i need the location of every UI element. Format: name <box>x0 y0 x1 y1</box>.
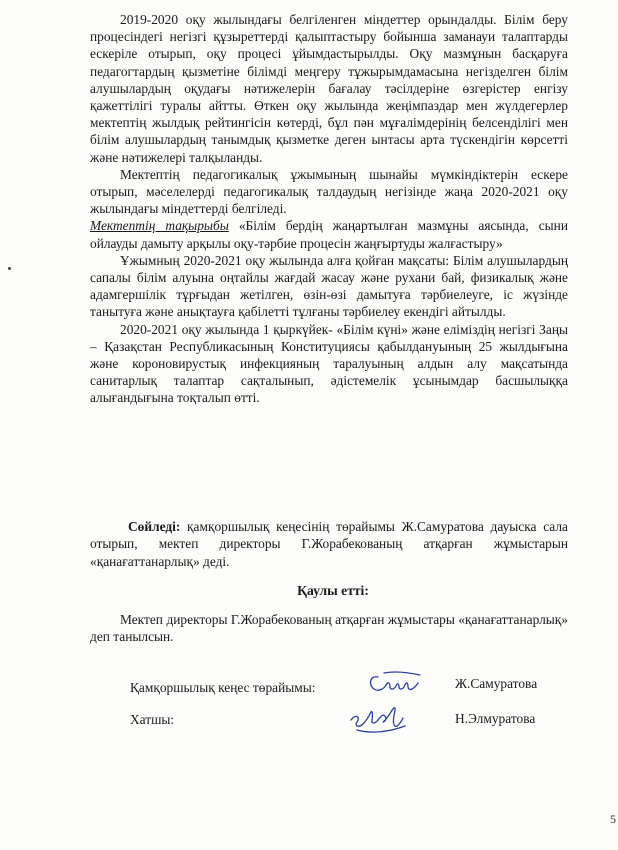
paragraph-goal: Ұжымның 2020-2021 оқу жылында алға қойған мақсаты: Білім алушылардың сапалы білім алуына оңтайлы жағдай жасау және рухани бай, физикалық және адамгершілік тұрғыдан жетілген, өзін-өзі дамытуға тәрбиелеуге, іс жүзінде танытуға және анықтауға қабілетті тұлғаны тәрбиелеу екендігі айтылды. <box>90 252 568 320</box>
page-edge-mark: 5 <box>610 812 616 826</box>
chair-signature-icon <box>364 669 424 699</box>
chair-label: Қамқоршылық кеңес төрайымы: <box>130 680 316 695</box>
topic-label: Мектептің тақырыбы <box>90 218 229 234</box>
speech-block <box>90 518 568 570</box>
body-text <box>90 11 568 407</box>
scan-dot <box>8 267 11 270</box>
speech-text: қамқоршылық кеңесінің төрайымы Ж.Самуратова дауыска сала отырып, мектеп директоры Г.Жорабекованың атқарған жұмыстарын «қанағаттанарлық» деді. <box>90 519 568 569</box>
paragraph-topic <box>90 217 568 251</box>
secretary-name: Н.Элмуратова <box>455 711 536 726</box>
paragraph-results: 2019-2020 оқу жылындағы белгіленген міндеттер орындалды. Білім беру процесіндегі негізгі құзыреттерді қалыптастыру бойынша заманауи талаптарды ескеріле отырып, оқу процесі ұйымдастырылды. Оқу мазмұнын басқаруға педагогтардың қызметіне білімді меңгеру тұжырымдамасына негізделген білім алушылардың оқудағы нәтижелерін бағалау тәсілдеріне өзгерістер енгізу қажеттілігі туралы айтты. Өткен оқу жылында жеңімпаздар мен жүлдегерлер мектептің жылдық рейтингісін көтерді, бұл пән мұғалімдерінің белсенділігі мен білім алушылардың танымдық қызметке деген ынтасы арта түскендігін көрсетті және нәтижелері талқыланды. <box>90 12 568 165</box>
resolution-text: Мектеп директоры Г.Жорабекованың атқарған жұмыстары «қанағаттанарлық» деп танылсын. <box>90 612 568 645</box>
secretary-label: Хатшы: <box>130 712 175 727</box>
paragraph-knowledge-day: 2020-2021 оқу жылында 1 қыркүйек- «Білім күні» және еліміздің негізгі Заңы – Қазақстан Республикасының Конституциясы қабылдануының 25 жылдығына және короновирустық инфекцияның таралуының алдын алу мақсатында санитарлық талаптар сақталынып, әдістемелік ұсынымдар басшылыққа алығандығына тоқталып өтті. <box>90 321 568 406</box>
secretary-signature-icon <box>345 700 413 736</box>
speech-label: Сөйледі: <box>128 519 181 534</box>
topic-text: «Білім бердің жаңартылған мазмұны аясында, сыни ойлауды дамыту арқылы оқу-тәрбие процесін жаңғыртуды жалғастыру» <box>90 218 568 251</box>
chair-name: Ж.Самуратова <box>455 676 538 691</box>
resolution-heading: Қаулы етті: <box>297 583 369 598</box>
resolution-block <box>90 611 568 646</box>
speech-paragraph <box>90 518 568 570</box>
paragraph-tasks: Мектептің педагогикалық ұжымының шынайы мүмкіндіктерін ескере отырып, мәселелерді педагогикалық талдаудың негізінде жаңа 2020-2021 оқу жылындағы міндеттерді белгіледі. <box>90 166 568 217</box>
